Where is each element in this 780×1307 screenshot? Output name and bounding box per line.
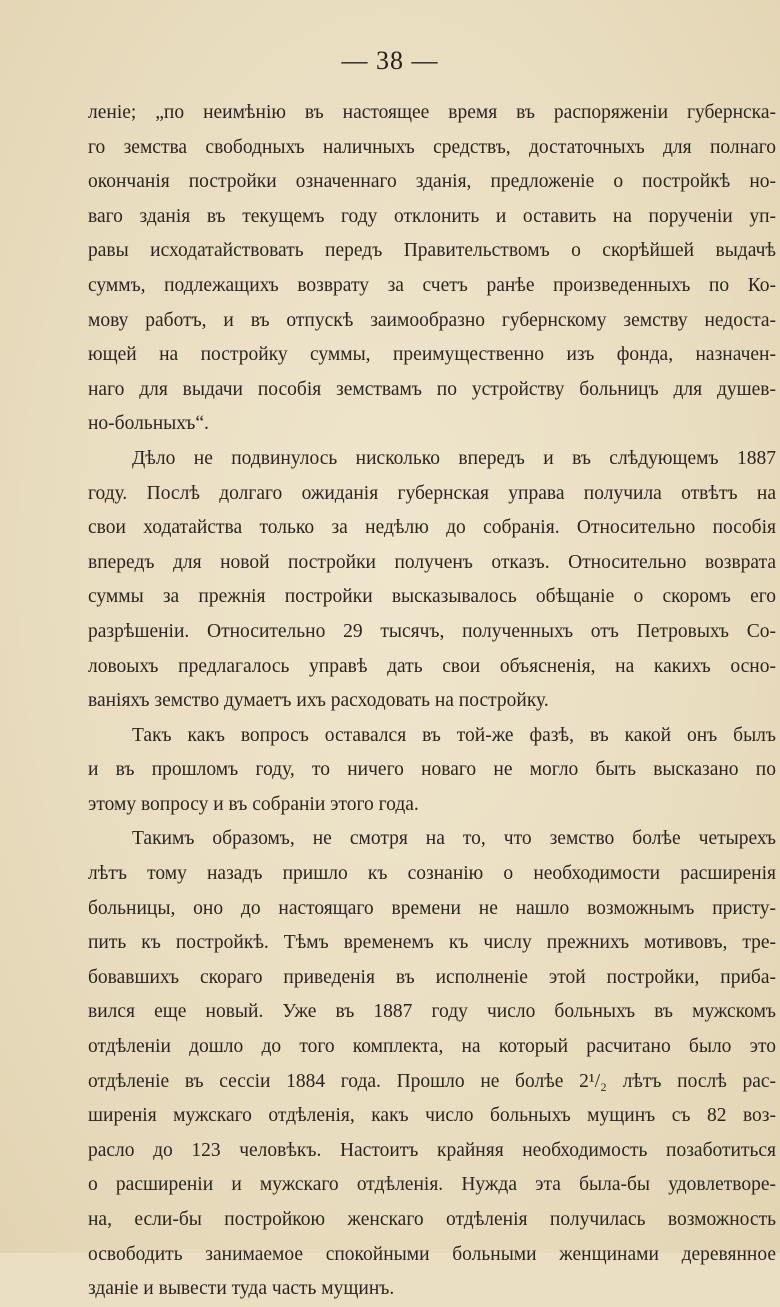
- text-line: Такъ какъ вопросъ оставался въ той-же фазѣ, въ какой онъ былъ: [132, 724, 776, 746]
- text-line: году. Послѣ долгаго ожиданія губернская управа получила отвѣтъ на: [88, 482, 776, 504]
- text-line: ваніяхъ земство думаетъ ихъ расходовать на постройку.: [88, 690, 549, 712]
- text-line: Такимъ образомъ, не смотря на то, что земство болѣе четырехъ: [132, 828, 776, 850]
- text-line: Дѣло не подвинулось нисколько впередъ и въ слѣдующемъ 1887: [132, 447, 776, 469]
- text-line: о расширеніи и мужскаго отдѣленія. Нужда эта была-бы удовлетворе-: [88, 1174, 776, 1196]
- text-line: больницы, оно до настоящаго времени не нашло возможнымъ присту-: [88, 897, 776, 919]
- text-line: суммы за прежнія постройки высказывалось обѣщаніе о скоромъ его: [88, 586, 776, 608]
- text-line: этому вопросу и въ собраніи этого года.: [88, 793, 419, 815]
- text-line: на, если-бы постройкою женскаго отдѣленія получилась возможность: [88, 1209, 776, 1230]
- text-line: наго для выдачи пособія земствамъ по устройству больницъ для душев-: [88, 378, 776, 400]
- text-line: пить къ постройкѣ. Тѣмъ временемъ къ числу прежнихъ мотивовъ, тре-: [88, 932, 776, 954]
- text-line: впередъ для новой постройки полученъ отказъ. Относительно возврата: [88, 551, 776, 573]
- text-line: но-больныхъ“.: [88, 413, 209, 435]
- text-line: разрѣшеніи. Относительно 29 тысячъ, полученныхъ отъ Петровыхъ Со-: [88, 620, 776, 642]
- text-line: отдѣленіе въ сессіи 1884 года. Прошло не болѣе 2¹/₂ лѣтъ послѣ рас-: [88, 1070, 776, 1092]
- text-line: лѣтъ тому назадъ пришло къ сознанію о необходимости расширенія: [88, 863, 776, 885]
- text-line: суммъ, подлежащихъ возврату за счетъ ранѣе произведенныхъ по Ко-: [88, 274, 776, 296]
- text-line: ширенія мужскаго отдѣленія, какъ число больныхъ мущинъ съ 82 воз-: [88, 1105, 776, 1127]
- text-line: ваго зданія въ текущемъ году отклонить и оставить на порученіи уп-: [88, 205, 776, 227]
- text-line: ющей на постройку суммы, преимущественно изъ фонда, назначен-: [88, 344, 776, 366]
- text-line: отдѣленіи дошло до того комплекта, на который расчитано было это: [88, 1036, 776, 1058]
- text-line: го земства свободныхъ наличныхъ средствъ, достаточныхъ для полнаго: [88, 136, 776, 158]
- text-line: свои ходатайства только за недѣлю до собранія. Относительно пособія: [88, 517, 776, 539]
- text-line: равы исходатайствовать передъ Правительствомъ о скорѣйшей выдачѣ: [88, 240, 776, 262]
- text-line: бовавшихъ скораго приведенія въ исполненіе этой постройки, приба-: [88, 966, 776, 988]
- page-number: — 38 —: [341, 46, 439, 75]
- text-line: и въ прошломъ году, то ничего новаго не могло быть высказано по: [88, 759, 776, 781]
- text-line: расло до 123 человѣкъ. Настоитъ крайняя необходимость позаботиться: [88, 1139, 776, 1161]
- text-line: ловоыхъ предлагалось управѣ дать свои объясненія, на какихъ осно-: [88, 655, 776, 677]
- text-line: леніе; „по неимѣнію въ настоящее время въ распоряженіи губернска-: [88, 102, 776, 123]
- text-line: вился еще новый. Уже въ 1887 году число больныхъ въ мужскомъ: [88, 1001, 776, 1023]
- text-line: освободить занимаемое спокойными больными женщинами деревянное: [88, 1243, 776, 1265]
- text-line: зданіе и вывести туда часть мущинъ.: [88, 1278, 395, 1300]
- body-text: [88, 96, 776, 1307]
- text-line: окончанія постройки означеннаго зданія, предложеніе о постройкѣ но-: [88, 171, 776, 193]
- text-line: мову работъ, и въ отпускѣ заимообразно губернскому земству недоста-: [88, 309, 776, 331]
